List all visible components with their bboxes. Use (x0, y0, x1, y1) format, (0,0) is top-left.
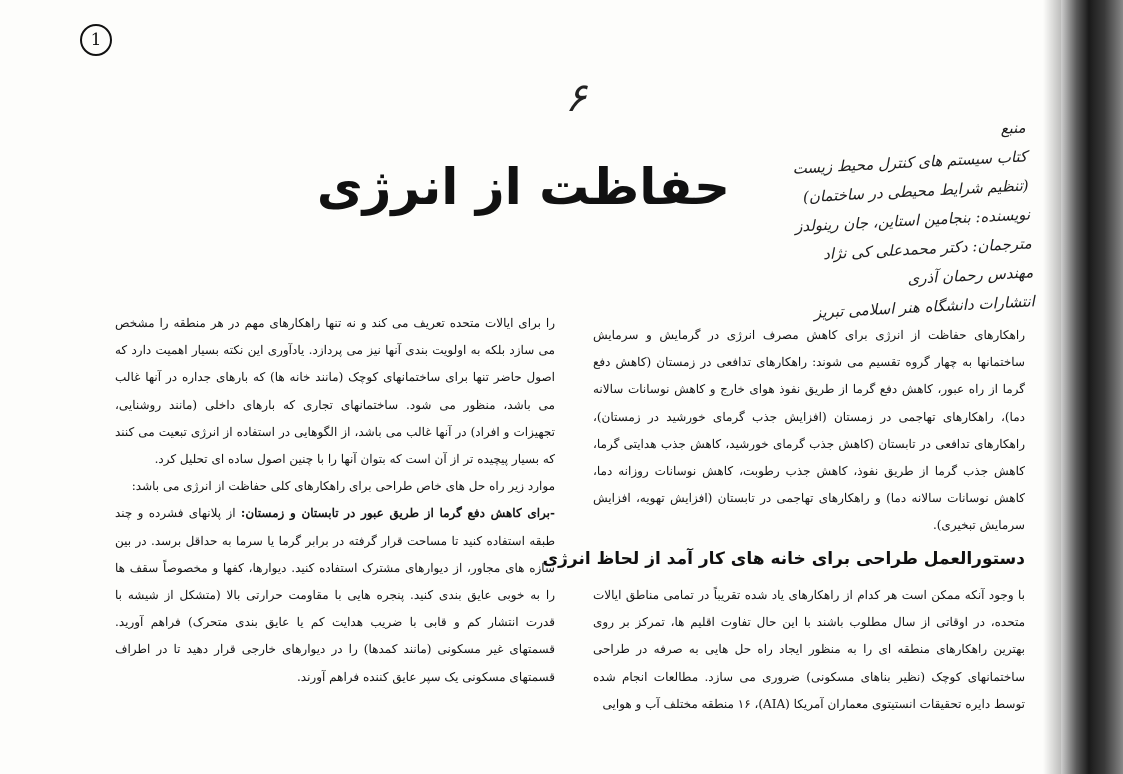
bullet-label: -برای کاهش دفع گرما از طریق عبور در تابستان و زمستان: (240, 506, 555, 521)
handwritten-line: نویسنده: بنجامین استاین، جان رینولدز (794, 205, 1031, 236)
handwritten-line: منبع (1000, 118, 1027, 138)
bullet-text: از پلانهای فشرده و چند طبقه استفاده کنید تا مساحت قرار گرفته در برابر گرما یا سرما به حداقل برسد. در بین سازه های مجاور، از دیوارهای مشترک استفاده کنید. دیوارها، کفها و مخصوصاً سقف ها را به خوبی عایق بندی کنید. پنجره هایی با مقاومت حرارتی بالا (متشکل از شیشه با قدرت انتشار کم و قابی با ضریب هدایت کم یا عایق بندی متحرک) فراهم آورید. قسمتهای غیر مسکونی (مانند کمدها) را در دیوارهای خارجی قرار دهید تا در اطراف قسمتهای مسکونی یک سپر عایق کننده فراهم آورند. (115, 506, 555, 684)
handwritten-line: کتاب سیستم های کنترل محیط زیست (792, 147, 1028, 178)
right-column-paragraph: راهکارهای حفاظت از انرژی برای کاهش مصرف انرژی در گرمایش و سرمایش ساختمانها به چهار گروه تقسیم می شوند: راهکارهای تدافعی در زمستان (کاهش دفع گرما از راه عبور، کاهش دفع گرما از طریق نفوذ هوای خارج و کاهش نوسانات سالانه دما)، راهکارهای تهاجمی در زمستان (افزایش جذب گرمای خورشید در زمستان)، راهکارهای تدافعی در تابستان (کاهش جذب گرمای خورشید، کاهش جذب هدایتی گرما، کاهش جذب گرما از طریق نفوذ، کاهش جذب رطوبت، کاهش نوسانات روزانه دما، کاهش نوسانات سالانه دما) و راهکارهای تهاجمی در تابستان (افزایش تهویه، افزایش سرمایش تبخیری). (593, 328, 1025, 533)
left-column (115, 310, 555, 691)
left-paragraph-2: موارد زیر راه حل های خاص طراحی برای راهکارهای کلی حفاظت از انرژی می باشد: (131, 479, 555, 494)
chapter-title: حفاظت از انرژی (316, 158, 730, 216)
handwritten-line: (تنظیم شرایط محیطی در ساختمان) (802, 176, 1030, 207)
section-heading: دستورالعمل طراحی برای خانه های کار آمد از لحاظ انرژی (542, 549, 1025, 569)
handwritten-source-note (695, 113, 1034, 320)
handwritten-line: انتشارات دانشگاه هنر اسلامی تبریز (813, 292, 1036, 322)
left-paragraph-1: را برای ایالات متحده تعریف می کند و نه تنها راهکارهای مهم در هر منطقه را مشخص می سازد بلکه به اولویت بندی آنها نیز می پردازد. یادآوری این نکته بسیار اهمیت دارد که اصول حاضر تنها برای ساختمانهای کوچک (مانند خانه ها) که بارهای جداره در آنها غالب می باشد، منظور می شود. ساختمانهای تجاری که بارهای داخلی (مانند روشنایی، تجهیزات و افراد) در آنها غالب می باشد، از الگوهایی در استفاده از انرژی تبعیت می کنند که بسیار پیچیده تر از آن است که بتوان آنها را با چنین اصول ساده ای تحلیل کرد. (115, 316, 555, 467)
chapter-number: ۶ (565, 75, 587, 121)
handwritten-line: مهندس رحمان آذری (907, 263, 1034, 288)
page-binding-shadow (1061, 0, 1123, 774)
handwritten-line: مترجمان: دکتر محمدعلی کی نژاد (822, 234, 1033, 264)
page-number: 1 (80, 24, 112, 56)
section-paragraph: با وجود آنکه ممکن است هر کدام از راهکارهای یاد شده تقریباً در تمامی مناطق ایالات متحده، در اوقاتی از سال مطلوب باشند با این حال تفاوت اقلیم ها، تمرکز بر روی بهترین راهکارهای منطقه ای را به منظور ایجاد راه حل هایی به صرفه در طراحی ساختمانهای کوچک (نظیر بناهای مسکونی) ضروری می سازد. مطالعات انجام شده توسط دایره تحقیقات انستیتوی معماران آمریکا (AIA)، ۱۶ منطقه مختلف آب و هوایی (593, 588, 1025, 711)
